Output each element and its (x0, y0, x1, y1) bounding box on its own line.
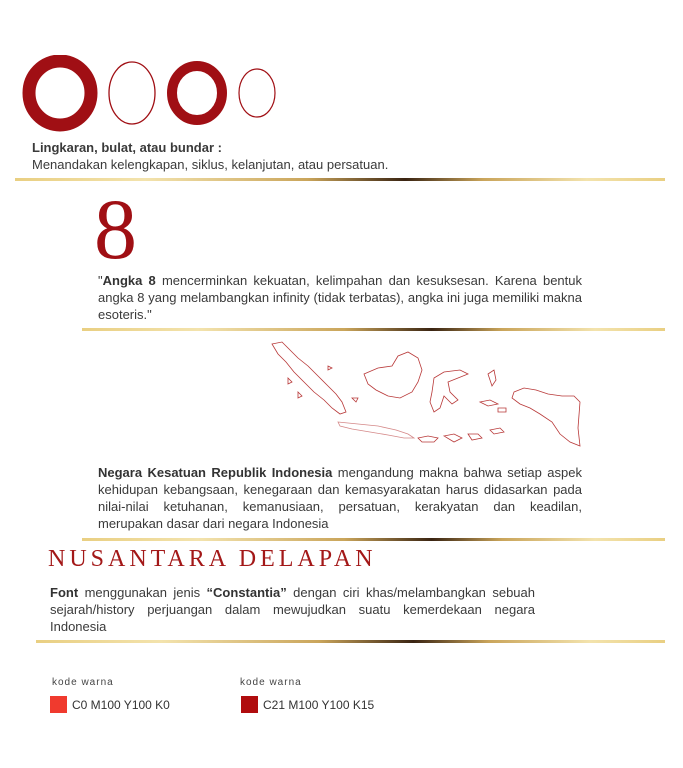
outline-circle-large (109, 62, 155, 124)
map-section-text: mengandung makna bahwa setiap aspek kehidupan kebangsaan, kenegaraan dan kemasyarakatan harus didasarkan pada nilai-nilai ketuhanan, kemanusiaan, persatuan, kerakyatan dan keadilan, merupakan dasar dari negara Indonesia (98, 465, 582, 531)
solid-circle-medium (172, 66, 222, 120)
color-code-value-1: C0 M100 Y100 K0 (72, 698, 170, 712)
gold-divider (82, 538, 665, 541)
numeral-eight: 8 (94, 190, 137, 264)
circle-section-body: Menandakan kelengkapan, siklus, kelanjutan, atau persatuan. (32, 157, 389, 172)
font-section-text-2: dengan ciri khas/melambangkan sebuah sejarah/history perjuangan dalam mewujudkan suatu kemerdekaan negara Indonesia (50, 585, 535, 634)
eight-section-body (98, 272, 582, 323)
font-section-bold-2: “Constantia” (206, 585, 287, 600)
color-swatch-2 (241, 696, 258, 713)
color-code-label-2: kode warna (240, 677, 302, 688)
map-islets (288, 366, 358, 402)
font-section-body (50, 584, 535, 635)
color-code-label-1: kode warna (52, 677, 114, 688)
map-island-papua (512, 388, 580, 446)
circle-shapes-illustration (22, 55, 282, 135)
eight-section-text: mencerminkan kekuatan, kelimpahan dan kesuksesan. Karena bentuk angka 8 yang melambangkan infinity (tidak terbatas), angka ini juga memiliki makna esoteris." (98, 273, 582, 322)
color-code-value-2: C21 M100 Y100 K15 (263, 698, 375, 712)
eight-quote-open: " (98, 273, 103, 288)
map-island-nusa-tenggara (418, 428, 504, 442)
map-section-body (98, 464, 582, 532)
gold-divider (82, 328, 665, 331)
map-island-sumatra (272, 342, 346, 414)
map-island-sulawesi (430, 370, 468, 412)
color-swatch-1 (50, 696, 67, 713)
solid-circle-large (29, 61, 91, 125)
outline-circle-small (239, 69, 275, 117)
numeral-eight-graphic (92, 190, 148, 264)
eight-section-bold: Angka 8 (102, 273, 156, 288)
map-island-java (338, 422, 414, 438)
circle-section-title: Lingkaran, bulat, atau bundar : (32, 140, 222, 155)
indonesia-map-outline (268, 338, 584, 452)
gold-divider (15, 178, 665, 181)
brand-wordmark: NUSANTARA DELAPAN (48, 546, 377, 572)
map-island-kalimantan (364, 352, 422, 398)
font-section-text-1: menggunakan jenis (78, 585, 207, 600)
font-section-bold-1: Font (50, 585, 79, 600)
map-island-maluku (480, 370, 506, 412)
gold-divider (36, 640, 665, 643)
map-section-bold: Negara Kesatuan Republik Indonesia (98, 465, 333, 480)
